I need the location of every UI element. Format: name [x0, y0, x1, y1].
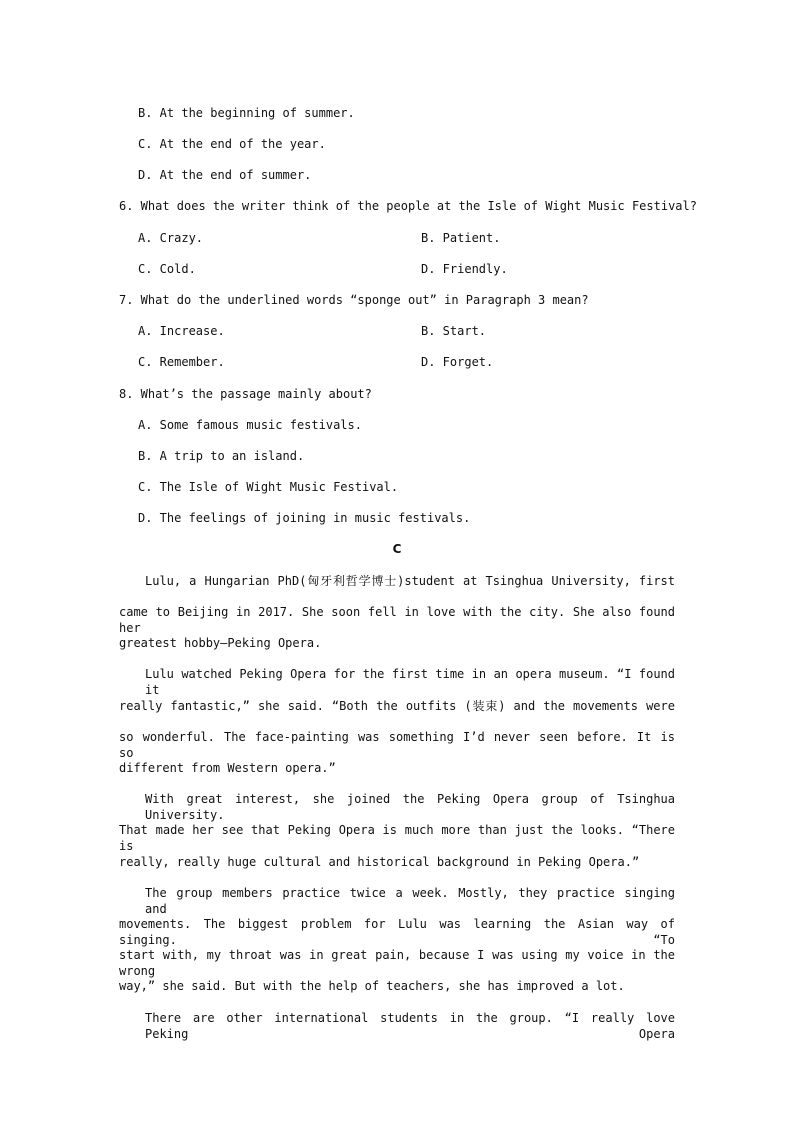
q8-option-b: B. A trip to an island. [138, 449, 305, 463]
q6-option-c: C. Cold. [138, 262, 196, 276]
passage-line: Lulu, a Hungarian PhD(匈牙利哲学博士)student at Tsinghua University, first [145, 574, 675, 588]
q5-option-c: C. At the end of the year. [138, 137, 326, 151]
q8-option-c: C. The Isle of Wight Music Festival. [138, 480, 399, 494]
q7-option-b: B. Start. [421, 324, 487, 338]
q5-option-d: D. At the end of summer. [138, 168, 312, 182]
passage-line: really, really huge cultural and historical background in Peking Opera.” [119, 855, 640, 869]
passage-line: greatest hobby—Peking Opera. [119, 636, 322, 650]
q8-option-d: D. The feelings of joining in music festivals. [138, 511, 471, 525]
passage-line: That made her see that Peking Opera is much more than just the looks. “There is [119, 823, 675, 853]
passage-line: With great interest, she joined the Peking Opera group of Tsinghua University. [145, 792, 675, 822]
q7-option-a: A. Increase. [138, 324, 225, 338]
q6-option-a: A. Crazy. [138, 231, 204, 245]
q8-question: 8. What’s the passage mainly about? [119, 387, 372, 401]
passage-line: There are other international students in the group. “I really love Peking Opera [145, 1011, 675, 1041]
q7-option-d: D. Forget. [421, 355, 494, 369]
passage-line: came to Beijing in 2017. She soon fell in love with the city. She also found her [119, 605, 675, 635]
passage-line: Lulu watched Peking Opera for the first time in an opera museum. “I found it [145, 667, 675, 697]
q8-option-a: A. Some famous music festivals. [138, 418, 362, 432]
passage-line: so wonderful. The face-painting was something I’d never seen before. It is so [119, 730, 675, 760]
passage-line: The group members practice twice a week. Mostly, they practice singing and [145, 886, 675, 916]
section-heading: C [392, 542, 402, 556]
q6-option-d: D. Friendly. [421, 262, 508, 276]
q7-question: 7. What do the underlined words “sponge out” in Paragraph 3 mean? [119, 293, 589, 307]
passage-line: movements. The biggest problem for Lulu was learning the Asian way of singing. “To [119, 917, 675, 947]
passage-line: way,” she said. But with the help of teachers, she has improved a lot. [119, 979, 625, 993]
passage-line: start with, my throat was in great pain, because I was using my voice in the wrong [119, 948, 675, 978]
q5-option-b: B. At the beginning of summer. [138, 106, 355, 120]
q6-question: 6. What does the writer think of the people at the Isle of Wight Music Festival? [119, 199, 697, 213]
q7-option-c: C. Remember. [138, 355, 225, 369]
passage-line: different from Western opera.” [119, 761, 336, 775]
passage-line: really fantastic,” she said. “Both the outfits (装束) and the movements were [119, 699, 675, 713]
q6-option-b: B. Patient. [421, 231, 501, 245]
